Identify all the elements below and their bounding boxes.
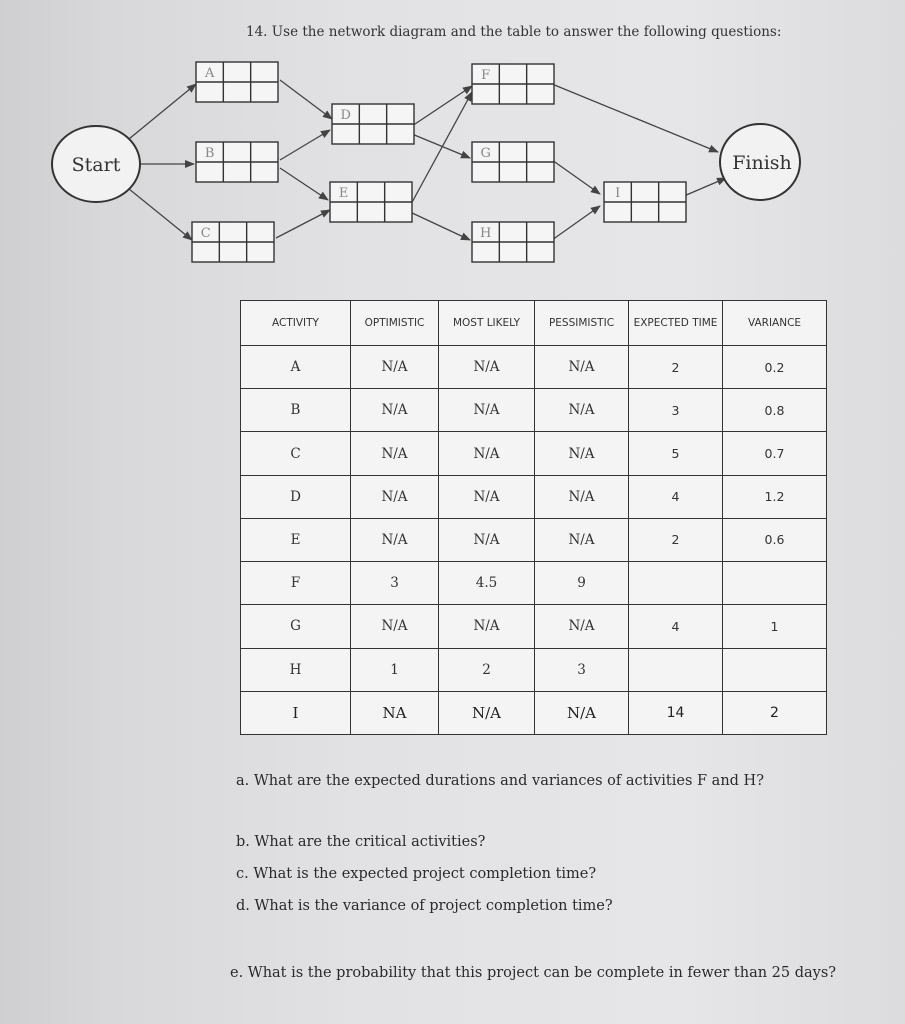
table-cell — [629, 562, 723, 605]
activity-label: A — [204, 66, 215, 81]
table-cell: N/A — [439, 605, 535, 648]
table-cell: N/A — [535, 475, 629, 518]
activity-box-f — [472, 64, 554, 104]
table-cell: N/A — [439, 346, 535, 389]
table-cell: 1 — [723, 605, 827, 648]
edge-f-finish — [552, 84, 718, 152]
activity-box-g — [472, 142, 554, 182]
activity-label: B — [204, 146, 215, 161]
activity-box-c — [192, 222, 274, 262]
table-cell: H — [241, 648, 351, 691]
activity-box-e — [330, 182, 412, 222]
edge-c-e — [276, 210, 330, 238]
table-cell: I — [241, 691, 351, 734]
activity-table — [240, 300, 827, 735]
question-d: d. What is the variance of project completion time? — [236, 898, 613, 914]
table-cell: 4.5 — [439, 562, 535, 605]
table-cell: N/A — [351, 605, 439, 648]
activity-label: D — [340, 108, 351, 123]
table-row — [241, 389, 827, 432]
edge-e-h — [410, 212, 470, 240]
table-cell: 0.2 — [723, 346, 827, 389]
table-cell: 9 — [535, 562, 629, 605]
start-label: Start — [71, 154, 121, 176]
network-diagram — [0, 0, 905, 290]
header-variance: VARIANCE — [723, 301, 827, 346]
table-row — [241, 562, 827, 605]
table-row — [241, 346, 827, 389]
table-row — [241, 605, 827, 648]
table-cell: E — [241, 518, 351, 561]
edge-h-i — [552, 206, 600, 240]
table-cell: 0.8 — [723, 389, 827, 432]
activity-box-d — [332, 104, 414, 144]
finish-label: Finish — [732, 152, 792, 174]
table-cell: N/A — [439, 389, 535, 432]
table-cell: N/A — [535, 432, 629, 475]
table-header-row — [241, 301, 827, 346]
table-cell: 14 — [629, 691, 723, 734]
table-cell: N/A — [535, 605, 629, 648]
table-cell: 0.7 — [723, 432, 827, 475]
start-node — [52, 126, 140, 202]
table-cell: 5 — [629, 432, 723, 475]
table-cell: NA — [351, 691, 439, 734]
header-activity: ACTIVITY — [241, 301, 351, 346]
activity-label: H — [479, 226, 492, 241]
activity-label: F — [481, 68, 491, 83]
table-cell: N/A — [535, 389, 629, 432]
edge-d-f — [412, 86, 472, 126]
table-cell: N/A — [351, 475, 439, 518]
edge-d-g — [412, 134, 470, 158]
table-cell: N/A — [535, 691, 629, 734]
header-expected-time: EXPECTED TIME — [629, 301, 723, 346]
table-cell: N/A — [439, 432, 535, 475]
edge-g-i — [552, 160, 600, 194]
table-cell: 3 — [629, 389, 723, 432]
activity-box-b — [196, 142, 278, 182]
edge-e-f — [410, 92, 472, 206]
table-cell — [723, 648, 827, 691]
table-row — [241, 518, 827, 561]
table-cell: F — [241, 562, 351, 605]
table-cell: 2 — [629, 518, 723, 561]
activity-box-i — [604, 182, 686, 222]
table-cell: 1 — [351, 648, 439, 691]
question-e: e. What is the probability that this project can be complete in fewer than 25 days? — [230, 965, 837, 981]
table-cell: N/A — [535, 518, 629, 561]
activity-label: I — [615, 186, 621, 201]
activity-label: E — [338, 186, 349, 201]
table-cell — [629, 648, 723, 691]
question-c: c. What is the expected project completion time? — [236, 866, 597, 882]
finish-node — [720, 124, 800, 200]
table-cell: B — [241, 389, 351, 432]
table-cell: N/A — [351, 432, 439, 475]
table-cell: 2 — [629, 346, 723, 389]
table-cell: A — [241, 346, 351, 389]
table-cell: 3 — [535, 648, 629, 691]
table-cell: 2 — [439, 648, 535, 691]
table-row — [241, 432, 827, 475]
table-cell: 2 — [723, 691, 827, 734]
question-b: b. What are the critical activities? — [236, 834, 486, 850]
header-optimistic: OPTIMISTIC — [351, 301, 439, 346]
activity-label: G — [480, 146, 491, 161]
edge-i-finish — [684, 178, 726, 196]
table-cell: N/A — [351, 346, 439, 389]
header-most-likely: MOST LIKELY — [439, 301, 535, 346]
table-cell: N/A — [351, 389, 439, 432]
edge-b-d — [280, 130, 330, 160]
table-cell: 1.2 — [723, 475, 827, 518]
table-cell: N/A — [351, 518, 439, 561]
edge-a-d — [280, 80, 332, 119]
table-row — [241, 648, 827, 691]
table-cell: 4 — [629, 475, 723, 518]
table-cell: N/A — [439, 691, 535, 734]
header-pessimistic: PESSIMISTIC — [535, 301, 629, 346]
question-a: a. What are the expected durations and variances of activities F and H? — [236, 773, 764, 789]
table-cell: N/A — [439, 475, 535, 518]
table-cell: C — [241, 432, 351, 475]
table-cell: N/A — [535, 346, 629, 389]
table-cell: 0.6 — [723, 518, 827, 561]
table-cell: G — [241, 605, 351, 648]
edge-b-e — [280, 168, 328, 200]
activity-box-h — [472, 222, 554, 262]
table-cell: 3 — [351, 562, 439, 605]
table-cell: D — [241, 475, 351, 518]
table-cell — [723, 562, 827, 605]
table-cell: 4 — [629, 605, 723, 648]
table-row — [241, 691, 827, 734]
table-row — [241, 475, 827, 518]
activity-label: C — [200, 226, 211, 241]
table-cell: N/A — [439, 518, 535, 561]
activity-box-a — [196, 62, 278, 102]
question-title: 14. Use the network diagram and the table to answer the following questions: — [246, 24, 782, 40]
